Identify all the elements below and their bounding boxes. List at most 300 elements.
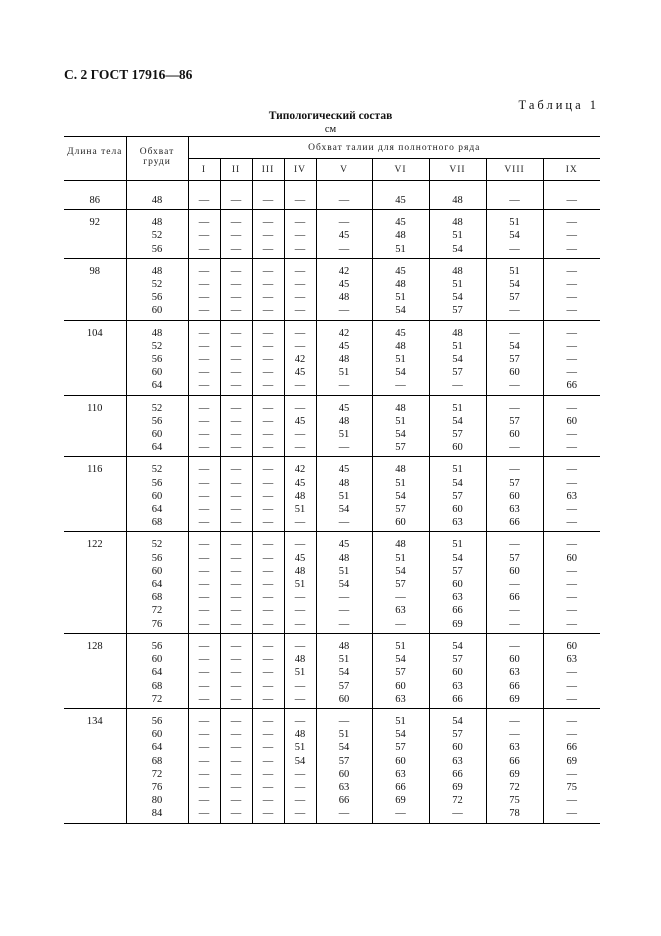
- waist-cell-vii: 69: [429, 618, 486, 634]
- waist-cell-ii: —: [220, 552, 252, 565]
- body-length-cell: [64, 291, 126, 304]
- waist-cell-ix: —: [543, 243, 600, 259]
- waist-cell-ix: 60: [543, 633, 600, 653]
- waist-cell-viii: 57: [486, 477, 543, 490]
- chest-cell: 84: [126, 807, 188, 823]
- waist-cell-vii: 60: [429, 503, 486, 516]
- waist-cell-i: —: [188, 258, 220, 278]
- waist-cell-ii: —: [220, 503, 252, 516]
- waist-cell-ii: —: [220, 578, 252, 591]
- waist-cell-i: —: [188, 340, 220, 353]
- waist-cell-i: —: [188, 278, 220, 291]
- waist-cell-iii: —: [252, 680, 284, 693]
- waist-cell-v: 54: [316, 578, 372, 591]
- waist-cell-i: —: [188, 781, 220, 794]
- waist-cell-ii: —: [220, 693, 252, 709]
- waist-cell-i: —: [188, 366, 220, 379]
- header-group-5: V: [316, 159, 372, 181]
- waist-cell-ix: —: [543, 278, 600, 291]
- waist-cell-vii: 72: [429, 794, 486, 807]
- waist-cell-vii: 51: [429, 340, 486, 353]
- waist-cell-vii: 57: [429, 304, 486, 320]
- waist-cell-iii: —: [252, 188, 284, 210]
- waist-cell-ix: —: [543, 503, 600, 516]
- waist-cell-ix: —: [543, 591, 600, 604]
- waist-cell-viii: 75: [486, 794, 543, 807]
- waist-cell-vii: 66: [429, 604, 486, 617]
- waist-cell-ix: 69: [543, 755, 600, 768]
- table-row: [64, 532, 600, 552]
- waist-cell-i: —: [188, 188, 220, 210]
- waist-cell-viii: —: [486, 457, 543, 477]
- waist-cell-ix: —: [543, 229, 600, 242]
- waist-cell-v: 42: [316, 258, 372, 278]
- waist-cell-iii: —: [252, 768, 284, 781]
- waist-cell-iv: 48: [284, 490, 316, 503]
- waist-cell-vii: 57: [429, 653, 486, 666]
- waist-cell-vi: 48: [372, 457, 429, 477]
- waist-cell-vi: 51: [372, 633, 429, 653]
- chest-cell: 56: [126, 477, 188, 490]
- waist-cell-vii: 54: [429, 415, 486, 428]
- chest-cell: 68: [126, 516, 188, 532]
- waist-cell-ii: —: [220, 755, 252, 768]
- waist-cell-vi: 51: [372, 353, 429, 366]
- waist-cell-ii: —: [220, 457, 252, 477]
- chest-cell: 64: [126, 441, 188, 457]
- waist-cell-viii: 60: [486, 565, 543, 578]
- waist-cell-vii: 48: [429, 320, 486, 340]
- chest-cell: 56: [126, 552, 188, 565]
- waist-cell-ii: —: [220, 395, 252, 415]
- waist-cell-iv: —: [284, 618, 316, 634]
- waist-cell-viii: 57: [486, 415, 543, 428]
- waist-cell-i: —: [188, 633, 220, 653]
- waist-cell-vi: 48: [372, 229, 429, 242]
- waist-cell-vi: 54: [372, 366, 429, 379]
- header-group-6: VI: [372, 159, 429, 181]
- waist-cell-vii: 63: [429, 755, 486, 768]
- waist-cell-ii: —: [220, 516, 252, 532]
- waist-cell-v: —: [316, 516, 372, 532]
- waist-cell-iv: 51: [284, 741, 316, 754]
- waist-cell-ii: —: [220, 591, 252, 604]
- waist-cell-iii: —: [252, 604, 284, 617]
- waist-cell-ii: —: [220, 258, 252, 278]
- waist-cell-vi: 51: [372, 291, 429, 304]
- waist-cell-vii: 51: [429, 395, 486, 415]
- waist-cell-iii: —: [252, 633, 284, 653]
- waist-cell-iii: —: [252, 210, 284, 230]
- waist-cell-iv: 45: [284, 366, 316, 379]
- waist-cell-iv: —: [284, 291, 316, 304]
- waist-cell-iii: —: [252, 291, 284, 304]
- waist-cell-v: 48: [316, 291, 372, 304]
- header-spacer: [252, 181, 284, 189]
- waist-cell-v: 57: [316, 755, 372, 768]
- waist-cell-ix: —: [543, 188, 600, 210]
- table-row: [64, 428, 600, 441]
- waist-cell-ii: —: [220, 415, 252, 428]
- waist-cell-ii: —: [220, 666, 252, 679]
- waist-cell-ix: —: [543, 807, 600, 823]
- waist-cell-i: —: [188, 565, 220, 578]
- waist-cell-vi: 54: [372, 304, 429, 320]
- waist-cell-v: 51: [316, 653, 372, 666]
- waist-cell-iv: —: [284, 633, 316, 653]
- header-waist-span: Обхват талии для полнотного ряда: [188, 137, 600, 159]
- waist-cell-i: —: [188, 653, 220, 666]
- chest-cell: 60: [126, 428, 188, 441]
- waist-cell-ix: —: [543, 693, 600, 709]
- waist-cell-iii: —: [252, 428, 284, 441]
- body-length-cell: [64, 552, 126, 565]
- body-length-cell: [64, 728, 126, 741]
- waist-cell-viii: —: [486, 578, 543, 591]
- table-row: [64, 565, 600, 578]
- waist-cell-iv: —: [284, 428, 316, 441]
- header-spacer: [64, 181, 126, 189]
- waist-cell-vii: 57: [429, 728, 486, 741]
- header-group-2: II: [220, 159, 252, 181]
- waist-cell-v: 63: [316, 781, 372, 794]
- table-row: [64, 807, 600, 823]
- waist-cell-ix: —: [543, 441, 600, 457]
- waist-cell-v: 48: [316, 552, 372, 565]
- waist-cell-iii: —: [252, 304, 284, 320]
- chest-cell: 52: [126, 229, 188, 242]
- table-row: [64, 708, 600, 728]
- chest-cell: 64: [126, 666, 188, 679]
- body-length-cell: 110: [87, 402, 103, 414]
- waist-cell-viii: 60: [486, 428, 543, 441]
- waist-cell-i: —: [188, 578, 220, 591]
- waist-cell-iii: —: [252, 457, 284, 477]
- body-length-cell: [64, 516, 126, 532]
- body-length-cell: [64, 807, 126, 823]
- waist-cell-vi: 60: [372, 755, 429, 768]
- chest-cell: 64: [126, 741, 188, 754]
- chest-cell: 56: [126, 243, 188, 259]
- waist-cell-iv: —: [284, 516, 316, 532]
- table-row: [64, 794, 600, 807]
- body-length-cell: [64, 741, 126, 754]
- waist-cell-ix: —: [543, 578, 600, 591]
- table-row: [64, 243, 600, 259]
- table-row: [64, 291, 600, 304]
- table-row: [64, 304, 600, 320]
- waist-cell-iii: —: [252, 807, 284, 823]
- waist-cell-ix: —: [543, 708, 600, 728]
- waist-cell-ix: —: [543, 768, 600, 781]
- table-row: [64, 415, 600, 428]
- table-row: [64, 477, 600, 490]
- waist-cell-i: —: [188, 503, 220, 516]
- waist-cell-viii: —: [486, 188, 543, 210]
- header-spacer: [220, 181, 252, 189]
- waist-cell-ix: —: [543, 366, 600, 379]
- waist-cell-i: —: [188, 591, 220, 604]
- waist-cell-ix: —: [543, 477, 600, 490]
- waist-cell-i: —: [188, 243, 220, 259]
- waist-cell-vii: 51: [429, 457, 486, 477]
- waist-cell-i: —: [188, 755, 220, 768]
- waist-cell-vii: 60: [429, 578, 486, 591]
- waist-cell-ii: —: [220, 741, 252, 754]
- waist-cell-iii: —: [252, 229, 284, 242]
- waist-cell-vi: 66: [372, 781, 429, 794]
- waist-cell-ix: —: [543, 680, 600, 693]
- waist-cell-iv: —: [284, 243, 316, 259]
- waist-cell-ii: —: [220, 653, 252, 666]
- body-length-cell: [64, 794, 126, 807]
- body-length-cell: [64, 441, 126, 457]
- body-length-cell: [64, 415, 126, 428]
- waist-cell-iv: 45: [284, 552, 316, 565]
- waist-cell-viii: 60: [486, 490, 543, 503]
- waist-cell-vi: 51: [372, 708, 429, 728]
- table-row: [64, 604, 600, 617]
- body-length-cell: [64, 340, 126, 353]
- chest-cell: 48: [126, 210, 188, 230]
- waist-cell-vii: 69: [429, 781, 486, 794]
- waist-cell-ix: —: [543, 304, 600, 320]
- waist-cell-iii: —: [252, 666, 284, 679]
- waist-cell-ii: —: [220, 490, 252, 503]
- body-length-cell: [64, 768, 126, 781]
- waist-cell-iii: —: [252, 653, 284, 666]
- waist-cell-ii: —: [220, 477, 252, 490]
- waist-cell-ii: —: [220, 428, 252, 441]
- chest-cell: 60: [126, 366, 188, 379]
- waist-cell-ii: —: [220, 604, 252, 617]
- table-row: [64, 395, 600, 415]
- waist-cell-viii: 57: [486, 291, 543, 304]
- waist-cell-ix: —: [543, 340, 600, 353]
- waist-cell-ii: —: [220, 278, 252, 291]
- waist-cell-ii: —: [220, 618, 252, 634]
- waist-cell-iv: 45: [284, 477, 316, 490]
- waist-cell-vii: 51: [429, 229, 486, 242]
- waist-cell-viii: 54: [486, 340, 543, 353]
- waist-cell-viii: —: [486, 320, 543, 340]
- waist-cell-ii: —: [220, 340, 252, 353]
- body-length-cell: 92: [89, 217, 100, 229]
- chest-cell: 68: [126, 591, 188, 604]
- table-row: [64, 618, 600, 634]
- body-length-cell: 134: [86, 715, 103, 727]
- waist-cell-i: —: [188, 304, 220, 320]
- chest-cell: 72: [126, 768, 188, 781]
- table-title: Типологический состав: [268, 110, 393, 122]
- waist-cell-vi: 45: [372, 258, 429, 278]
- body-length-cell: [64, 503, 126, 516]
- waist-cell-i: —: [188, 457, 220, 477]
- waist-cell-iv: —: [284, 379, 316, 395]
- chest-cell: 64: [126, 578, 188, 591]
- waist-cell-ii: —: [220, 768, 252, 781]
- waist-cell-iv: —: [284, 340, 316, 353]
- waist-cell-vi: 51: [372, 477, 429, 490]
- body-length-cell: [64, 366, 126, 379]
- waist-cell-i: —: [188, 728, 220, 741]
- table-row: [64, 633, 600, 653]
- table-row: [64, 653, 600, 666]
- waist-cell-vi: 51: [372, 415, 429, 428]
- chest-cell: 56: [126, 353, 188, 366]
- waist-cell-viii: —: [486, 728, 543, 741]
- header-body-length: Длина тела: [64, 137, 126, 181]
- waist-cell-vii: 54: [429, 708, 486, 728]
- table-row: [64, 188, 600, 210]
- waist-cell-vi: 48: [372, 340, 429, 353]
- waist-cell-vi: 57: [372, 503, 429, 516]
- waist-cell-iv: 45: [284, 415, 316, 428]
- waist-cell-vi: 57: [372, 441, 429, 457]
- table-row: [64, 552, 600, 565]
- waist-cell-iii: —: [252, 243, 284, 259]
- body-length-cell: [64, 578, 126, 591]
- waist-cell-ix: 63: [543, 490, 600, 503]
- waist-cell-vii: 66: [429, 768, 486, 781]
- waist-cell-vii: 48: [429, 258, 486, 278]
- waist-cell-v: —: [316, 243, 372, 259]
- waist-cell-iv: —: [284, 807, 316, 823]
- waist-cell-v: 48: [316, 415, 372, 428]
- waist-cell-vi: 54: [372, 490, 429, 503]
- waist-cell-v: 45: [316, 532, 372, 552]
- waist-cell-viii: 63: [486, 666, 543, 679]
- waist-cell-viii: —: [486, 708, 543, 728]
- waist-cell-viii: 66: [486, 680, 543, 693]
- waist-cell-vi: 54: [372, 565, 429, 578]
- chest-cell: 56: [126, 633, 188, 653]
- typology-table: [64, 136, 600, 824]
- waist-cell-ix: —: [543, 210, 600, 230]
- chest-cell: 52: [126, 340, 188, 353]
- waist-cell-ii: —: [220, 680, 252, 693]
- waist-cell-iii: —: [252, 340, 284, 353]
- waist-cell-ii: —: [220, 304, 252, 320]
- waist-cell-i: —: [188, 477, 220, 490]
- waist-cell-vi: 48: [372, 532, 429, 552]
- waist-cell-iii: —: [252, 794, 284, 807]
- waist-cell-vi: 63: [372, 693, 429, 709]
- waist-cell-vi: 63: [372, 604, 429, 617]
- waist-cell-v: 45: [316, 229, 372, 242]
- waist-cell-vi: 51: [372, 243, 429, 259]
- waist-cell-vi: —: [372, 379, 429, 395]
- table-row: [64, 210, 600, 230]
- waist-cell-ii: —: [220, 633, 252, 653]
- waist-cell-v: —: [316, 304, 372, 320]
- waist-cell-viii: 63: [486, 503, 543, 516]
- waist-cell-ii: —: [220, 441, 252, 457]
- header-spacer: [486, 181, 543, 189]
- waist-cell-ii: —: [220, 320, 252, 340]
- body-length-cell: 104: [86, 327, 103, 339]
- waist-cell-ix: —: [543, 516, 600, 532]
- waist-cell-ix: —: [543, 618, 600, 634]
- waist-cell-vii: 57: [429, 366, 486, 379]
- waist-cell-v: 45: [316, 457, 372, 477]
- table-row: [64, 741, 600, 754]
- table-row: [64, 728, 600, 741]
- waist-cell-iv: —: [284, 768, 316, 781]
- waist-cell-viii: —: [486, 604, 543, 617]
- waist-cell-ix: —: [543, 353, 600, 366]
- waist-cell-iv: —: [284, 794, 316, 807]
- body-length-cell: 98: [89, 265, 100, 277]
- waist-cell-iv: 51: [284, 503, 316, 516]
- waist-cell-ix: —: [543, 565, 600, 578]
- waist-cell-iii: —: [252, 395, 284, 415]
- waist-cell-vii: 63: [429, 680, 486, 693]
- waist-cell-vi: 54: [372, 653, 429, 666]
- waist-cell-iii: —: [252, 552, 284, 565]
- waist-cell-viii: 57: [486, 353, 543, 366]
- waist-cell-iv: 54: [284, 755, 316, 768]
- waist-cell-iii: —: [252, 565, 284, 578]
- body-length-cell: 128: [86, 640, 103, 652]
- waist-cell-ix: 60: [543, 415, 600, 428]
- waist-cell-vii: 54: [429, 477, 486, 490]
- waist-cell-vi: —: [372, 591, 429, 604]
- waist-cell-v: —: [316, 210, 372, 230]
- waist-cell-ix: —: [543, 604, 600, 617]
- waist-cell-ix: —: [543, 258, 600, 278]
- table-row: [64, 441, 600, 457]
- waist-cell-ii: —: [220, 379, 252, 395]
- table-row: [64, 379, 600, 395]
- waist-cell-i: —: [188, 552, 220, 565]
- table-row: [64, 258, 600, 278]
- table-row: [64, 768, 600, 781]
- waist-cell-v: —: [316, 441, 372, 457]
- header-spacer: [429, 181, 486, 189]
- body-length-cell: 116: [87, 464, 103, 476]
- table-unit: см: [324, 124, 337, 135]
- waist-cell-ii: —: [220, 210, 252, 230]
- waist-cell-iii: —: [252, 618, 284, 634]
- waist-cell-i: —: [188, 532, 220, 552]
- chest-cell: 56: [126, 291, 188, 304]
- waist-cell-ix: —: [543, 291, 600, 304]
- waist-cell-ii: —: [220, 532, 252, 552]
- waist-cell-v: 48: [316, 633, 372, 653]
- waist-cell-i: —: [188, 490, 220, 503]
- waist-cell-vii: —: [429, 807, 486, 823]
- waist-cell-v: —: [316, 591, 372, 604]
- waist-cell-ii: —: [220, 565, 252, 578]
- waist-cell-ii: —: [220, 291, 252, 304]
- waist-cell-iv: —: [284, 591, 316, 604]
- chest-cell: 76: [126, 781, 188, 794]
- waist-cell-iv: —: [284, 693, 316, 709]
- body-length-cell: [64, 304, 126, 320]
- waist-cell-vii: 66: [429, 693, 486, 709]
- waist-cell-iv: —: [284, 604, 316, 617]
- waist-cell-viii: —: [486, 532, 543, 552]
- waist-cell-i: —: [188, 395, 220, 415]
- waist-cell-ii: —: [220, 229, 252, 242]
- waist-cell-ix: —: [543, 794, 600, 807]
- waist-cell-ix: —: [543, 728, 600, 741]
- body-length-cell: [64, 666, 126, 679]
- chest-cell: 60: [126, 653, 188, 666]
- waist-cell-iii: —: [252, 516, 284, 532]
- waist-cell-iii: —: [252, 278, 284, 291]
